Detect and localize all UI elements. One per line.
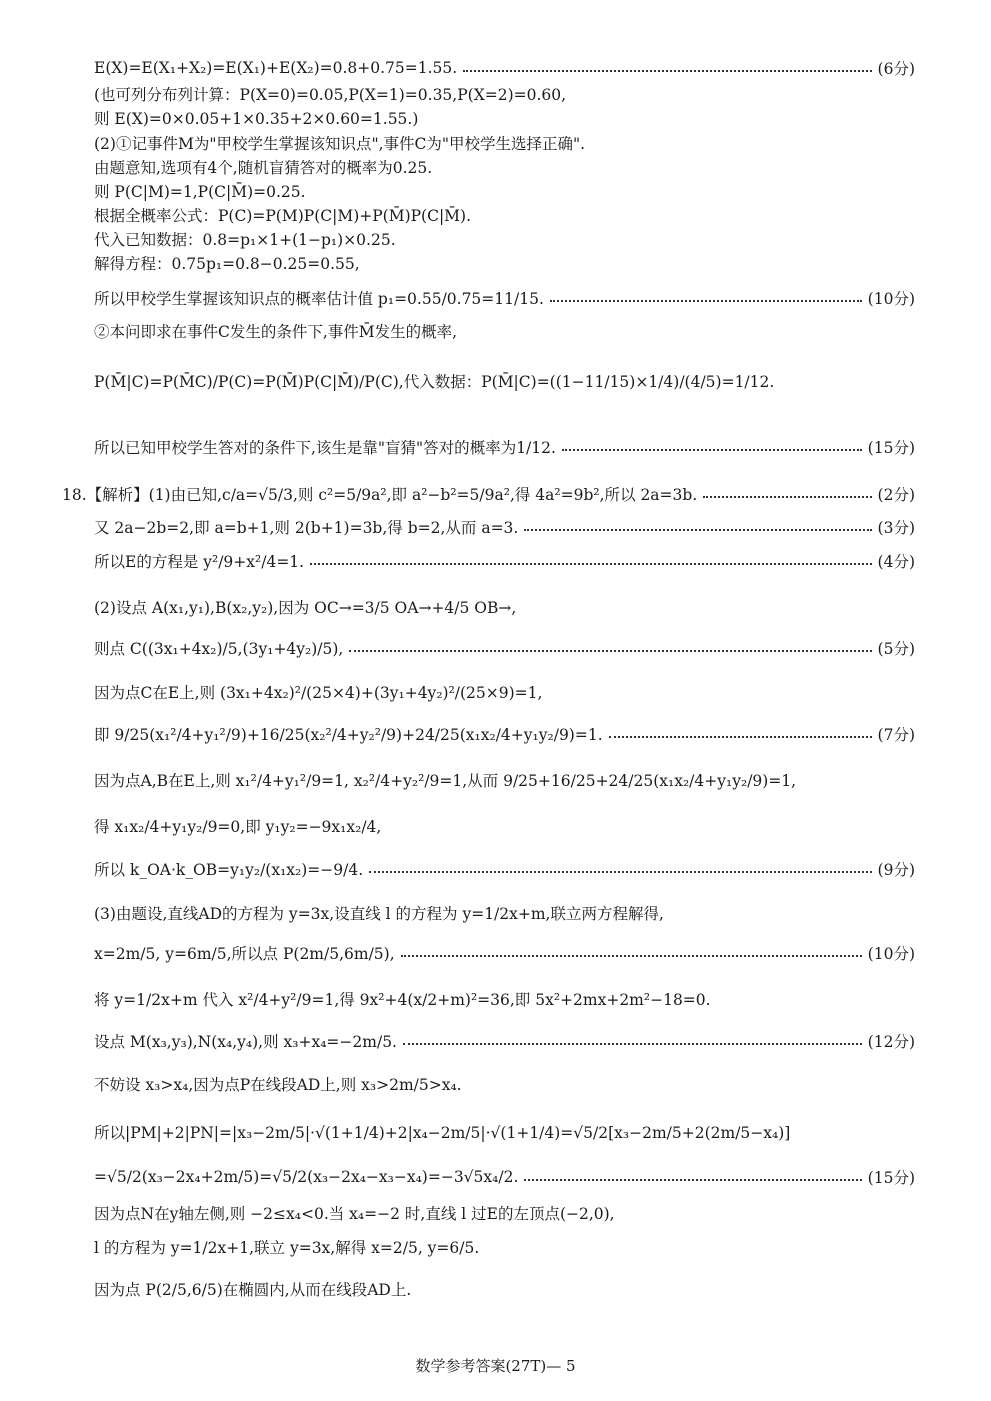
solution-line — [94, 370, 915, 392]
solution-text: 代入已知数据：0.8=p₁×1+(1−p₁)×0.25. — [94, 231, 396, 249]
score-label: (15分) — [867, 1169, 915, 1187]
solution-text: 得 x₁x₂/4+y₁y₂/9=0,即 y₁y₂=−9x₁x₂/4, — [94, 818, 382, 836]
solution-line — [94, 1073, 915, 1095]
solution-line — [94, 550, 915, 572]
score-label: (12分) — [867, 1033, 915, 1051]
solution-line — [94, 1236, 915, 1258]
dot-leader — [403, 1043, 862, 1045]
dot-leader — [609, 736, 872, 738]
solution-text: ②本问即求在事件C发生的条件下,事件M̄发生的概率, — [94, 323, 458, 341]
score-label: (7分) — [877, 726, 915, 744]
solution-line — [94, 723, 915, 745]
solution-line — [94, 1121, 915, 1143]
solution-text: 所以|PM|+2|PN|=|x₃−2m/5|·√(1+1/4)+2|x₄−2m/5|·√(1+1/4)=√5/2[x₃−2m/5+2(2m/5−x₄)] — [94, 1124, 791, 1142]
solution-line — [94, 228, 915, 250]
solution-text: 则点 C((3x₁+4x₂)/5,(3y₁+4y₂)/5), — [94, 640, 344, 658]
score-label: (10分) — [867, 945, 915, 963]
dot-leader — [550, 300, 862, 302]
solution-text: E(X)=E(X₁+X₂)=E(X₁)+E(X₂)=0.8+0.75=1.55. — [94, 59, 458, 77]
solution-line — [94, 436, 915, 458]
dot-leader — [401, 955, 862, 957]
solution-line — [94, 287, 915, 309]
solution-text: (2)设点 A(x₁,y₁),B(x₂,y₂),因为 OC→=3/5 OA→+4/5 OB→, — [94, 599, 517, 617]
solution-line — [94, 252, 915, 274]
dot-leader — [562, 449, 862, 451]
dot-leader — [524, 529, 871, 531]
dot-leader — [310, 563, 871, 565]
solution-text: P(M̄|C)=P(M̄C)/P(C)=P(M̄)P(C|M̄)/P(C),代入数据：P(M̄|C)=((1−11/15)×1/4)/(4/5)=1/12. — [94, 373, 775, 391]
solution-text: 即 9/25(x₁²/4+y₁²/9)+16/25(x₂²/4+y₂²/9)+24/25(x₁x₂/4+y₁y₂/9)=1. — [94, 726, 603, 744]
score-label: (4分) — [877, 553, 915, 571]
solution-line — [94, 1166, 915, 1188]
solution-text: l 的方程为 y=1/2x+1,联立 y=3x,解得 x=2/5, y=6/5. — [94, 1239, 480, 1257]
solution-line — [62, 483, 915, 505]
score-label: (10分) — [867, 290, 915, 308]
solution-line — [94, 815, 915, 837]
dot-leader — [703, 496, 871, 498]
score-label: (6分) — [877, 60, 915, 78]
solution-line — [94, 57, 915, 79]
solution-text: 又 2a−2b=2,即 a=b+1,则 2(b+1)=3b,得 b=2,从而 a=3. — [94, 519, 519, 537]
solution-line — [94, 681, 915, 703]
solution-line — [94, 769, 915, 791]
solution-text: 因为点N在y轴左侧,则 −2≤x₄<0.当 x₄=−2 时,直线 l 过E的左顶点(−2,0), — [94, 1205, 615, 1223]
solution-line — [94, 942, 915, 964]
score-label: (5分) — [877, 640, 915, 658]
solution-line — [94, 83, 915, 105]
solution-line — [94, 180, 915, 202]
solution-text: (3)由题设,直线AD的方程为 y=3x,设直线 l 的方程为 y=1/2x+m,联立两方程解得, — [94, 905, 664, 923]
solution-line — [94, 902, 915, 924]
solution-text: 因为点A,B在E上,则 x₁²/4+y₁²/9=1, x₂²/4+y₂²/9=1,从而 9/25+16/25+24/25(x₁x₂/4+y₁y₂/9)=1, — [94, 772, 797, 790]
solution-text: 设点 M(x₃,y₃),N(x₄,y₄),则 x₃+x₄=−2m/5. — [94, 1033, 397, 1051]
solution-line — [94, 637, 915, 659]
solution-line — [94, 858, 915, 880]
solution-text: 因为点C在E上,则 (3x₁+4x₂)²/(25×4)+(3y₁+4y₂)²/(25×9)=1, — [94, 684, 543, 702]
score-label: (2分) — [877, 486, 915, 504]
solution-line — [94, 320, 915, 342]
solution-text: 将 y=1/2x+m 代入 x²/4+y²/9=1,得 9x²+4(x/2+m)²=36,即 5x²+2mx+2m²−18=0. — [94, 991, 711, 1009]
solution-line — [94, 1030, 915, 1052]
solution-line — [94, 988, 915, 1010]
solution-line — [94, 132, 915, 154]
solution-line — [94, 107, 915, 129]
solution-text: 因为点 P(2/5,6/5)在椭圆内,从而在线段AD上. — [94, 1281, 412, 1299]
solution-text: 根据全概率公式：P(C)=P(M)P(C|M)+P(M̄)P(C|M̄). — [94, 207, 472, 225]
solution-text: 所以已知甲校学生答对的条件下,该生是靠"盲猜"答对的概率为1/12. — [94, 439, 556, 457]
score-label: (3分) — [877, 519, 915, 537]
solution-text: 不妨设 x₃>x₄,因为点P在线段AD上,则 x₃>2m/5>x₄. — [94, 1076, 462, 1094]
dot-leader — [369, 871, 871, 873]
score-label: (15分) — [867, 439, 915, 457]
solution-text: 由题意知,选项有4个,随机盲猜答对的概率为0.25. — [94, 159, 433, 177]
solution-line — [94, 204, 915, 226]
solution-line — [94, 156, 915, 178]
solution-text: 所以 k_OA·k_OB=y₁y₂/(x₁x₂)=−9/4. — [94, 861, 364, 879]
solution-text: x=2m/5, y=6m/5,所以点 P(2m/5,6m/5), — [94, 945, 395, 963]
solution-line — [94, 596, 915, 618]
page-footer: 数学参考答案(27T)— 5 — [415, 1357, 576, 1375]
solution-text: =√5/2(x₃−2x₄+2m/5)=√5/2(x₃−2x₄−x₃−x₄)=−3√5x₄/2. — [94, 1168, 519, 1186]
solution-text: 18.【解析】(1)由已知,c/a=√5/3,则 c²=5/9a²,即 a²−b²=5/9a²,得 4a²=9b²,所以 2a=3b. — [62, 486, 698, 504]
solution-text: (2)①记事件M为"甲校学生掌握该知识点",事件C为"甲校学生选择正确". — [94, 135, 586, 153]
solution-text: (也可列分布列计算：P(X=0)=0.05,P(X=1)=0.35,P(X=2)=0.60, — [94, 86, 567, 104]
solution-text: 所以甲校学生掌握该知识点的概率估计值 p₁=0.55/0.75=11/15. — [94, 290, 544, 308]
solution-line — [94, 1278, 915, 1300]
solution-line — [94, 516, 915, 538]
score-label: (9分) — [877, 861, 915, 879]
dot-leader — [524, 1179, 861, 1181]
solution-text: 所以E的方程是 y²/9+x²/4=1. — [94, 553, 305, 571]
dot-leader — [349, 650, 871, 652]
dot-leader — [463, 70, 871, 72]
solution-text: 解得方程：0.75p₁=0.8−0.25=0.55, — [94, 255, 360, 273]
solution-text: 则 E(X)=0×0.05+1×0.35+2×0.60=1.55.) — [94, 110, 419, 128]
solution-line — [94, 1202, 915, 1224]
solution-text: 则 P(C|M)=1,P(C|M̄)=0.25. — [94, 183, 306, 201]
